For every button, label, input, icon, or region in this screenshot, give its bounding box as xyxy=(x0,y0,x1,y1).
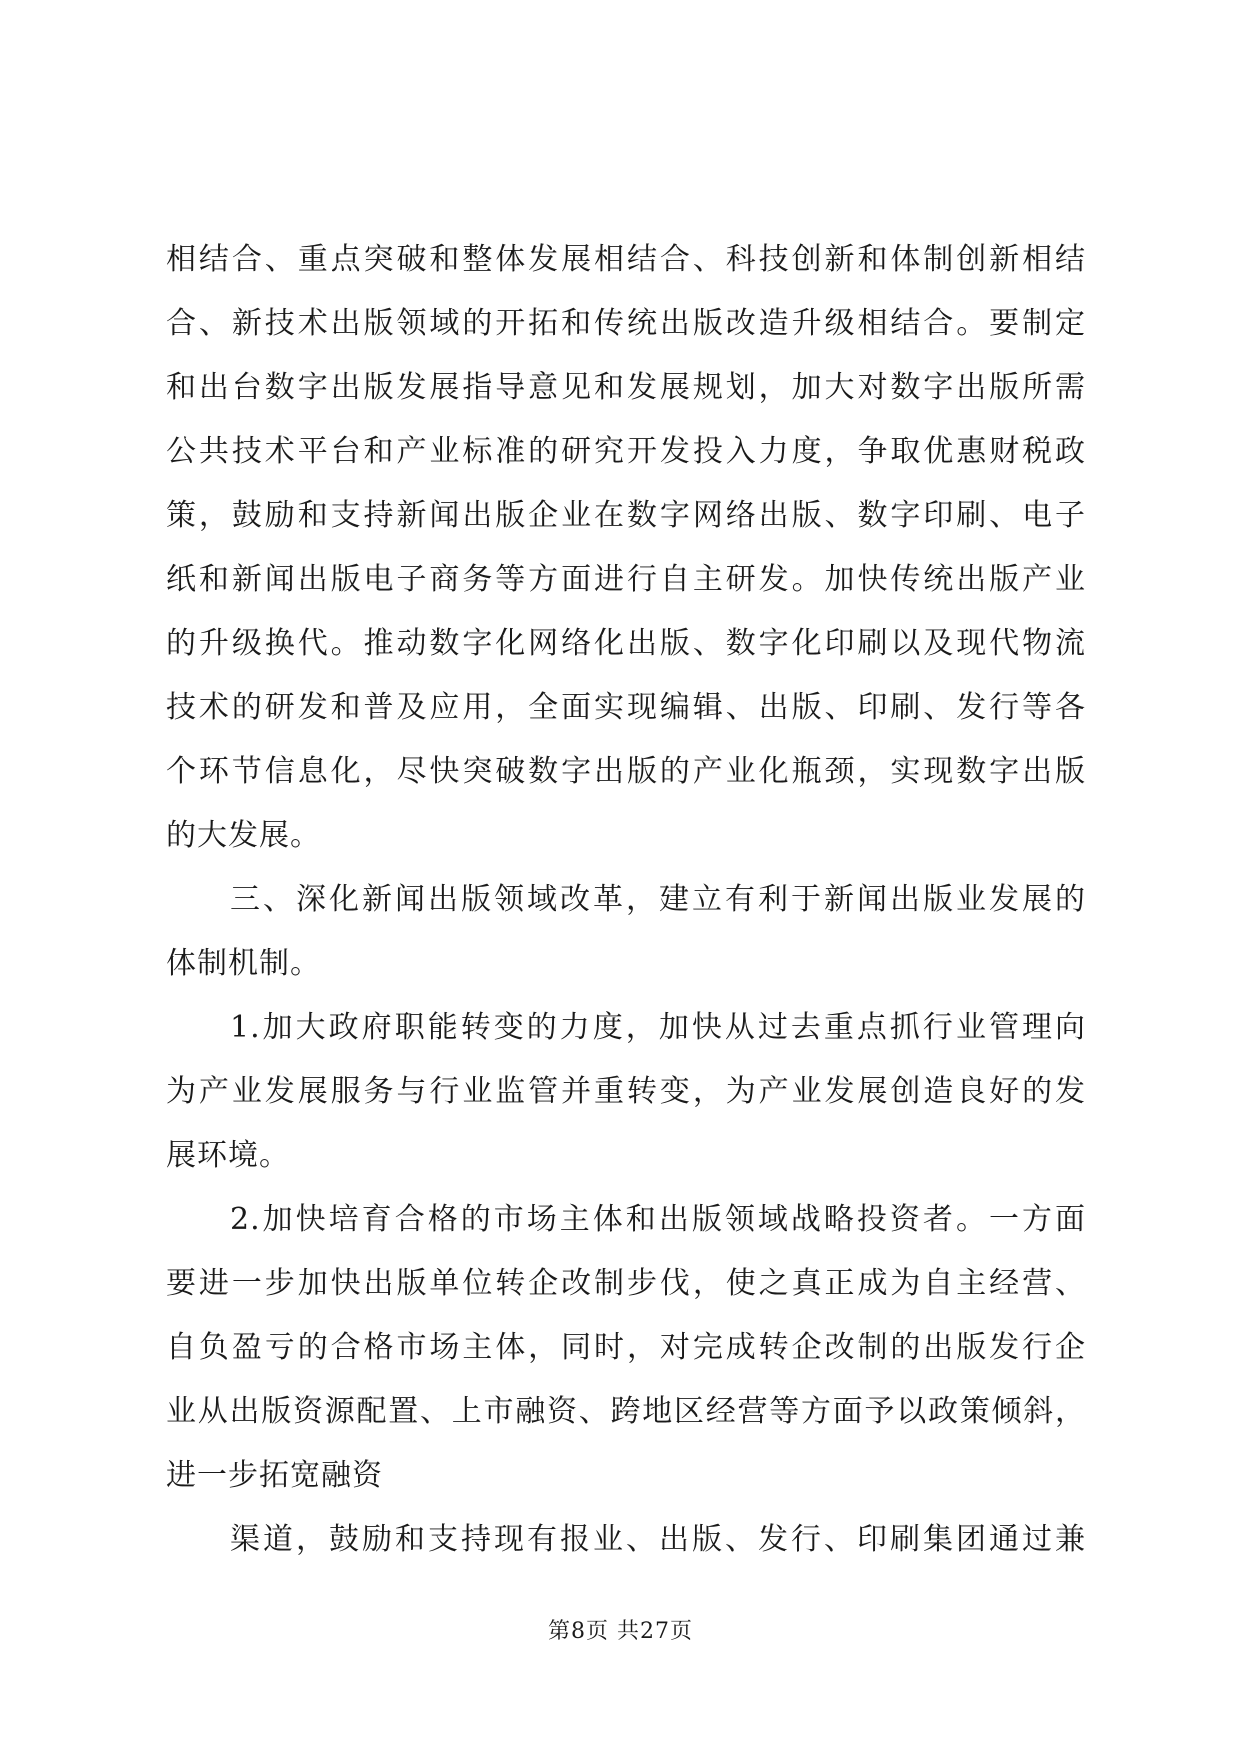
text-line: 的升级换代。推动数字化网络化出版、数字化印刷以及现代物流 xyxy=(166,626,1086,661)
text-line: 公共技术平台和产业标准的研究开发投入力度，争取优惠财税政 xyxy=(166,434,1086,469)
text-line: 个环节信息化，尽快突破数字出版的产业化瓶颈，实现数字出版 xyxy=(166,754,1086,789)
body-text xyxy=(166,228,1086,1572)
page-number-footer: 第8页 共27页 xyxy=(548,1619,693,1644)
text-line: 2.加快培育合格的市场主体和出版领域战略投资者。一方面 xyxy=(230,1202,1086,1237)
text-line: 业从出版资源配置、上市融资、跨地区经营等方面予以政策倾斜， xyxy=(166,1394,1086,1429)
text-line: 展环境。 xyxy=(166,1138,290,1173)
text-line: 纸和新闻出版电子商务等方面进行自主研发。加快传统出版产业 xyxy=(166,562,1086,597)
text-line: 自负盈亏的合格市场主体，同时，对完成转企改制的出版发行企 xyxy=(166,1330,1086,1365)
text-line: 和出台数字出版发展指导意见和发展规划，加大对数字出版所需 xyxy=(166,370,1086,405)
text-line: 合、新技术出版领域的开拓和传统出版改造升级相结合。要制定 xyxy=(166,306,1086,341)
text-line: 技术的研发和普及应用，全面实现编辑、出版、印刷、发行等各 xyxy=(166,690,1086,725)
section-heading-line: 三、深化新闻出版领域改革，建立有利于新闻出版业发展的 xyxy=(230,882,1086,917)
text-line: 的大发展。 xyxy=(166,818,321,853)
text-line: 进一步拓宽融资 xyxy=(166,1458,383,1493)
section-heading-line: 体制机制。 xyxy=(166,946,321,981)
text-line: 1.加大政府职能转变的力度，加快从过去重点抓行业管理向 xyxy=(230,1010,1086,1045)
text-line: 要进一步加快出版单位转企改制步伐，使之真正成为自主经营、 xyxy=(166,1266,1086,1301)
text-line: 渠道，鼓励和支持现有报业、出版、发行、印刷集团通过兼 xyxy=(230,1522,1086,1557)
text-line: 为产业发展服务与行业监管并重转变，为产业发展创造良好的发 xyxy=(166,1074,1086,1109)
text-line: 策，鼓励和支持新闻出版企业在数字网络出版、数字印刷、电子 xyxy=(166,498,1086,533)
text-line: 相结合、重点突破和整体发展相结合、科技创新和体制创新相结 xyxy=(166,242,1086,277)
